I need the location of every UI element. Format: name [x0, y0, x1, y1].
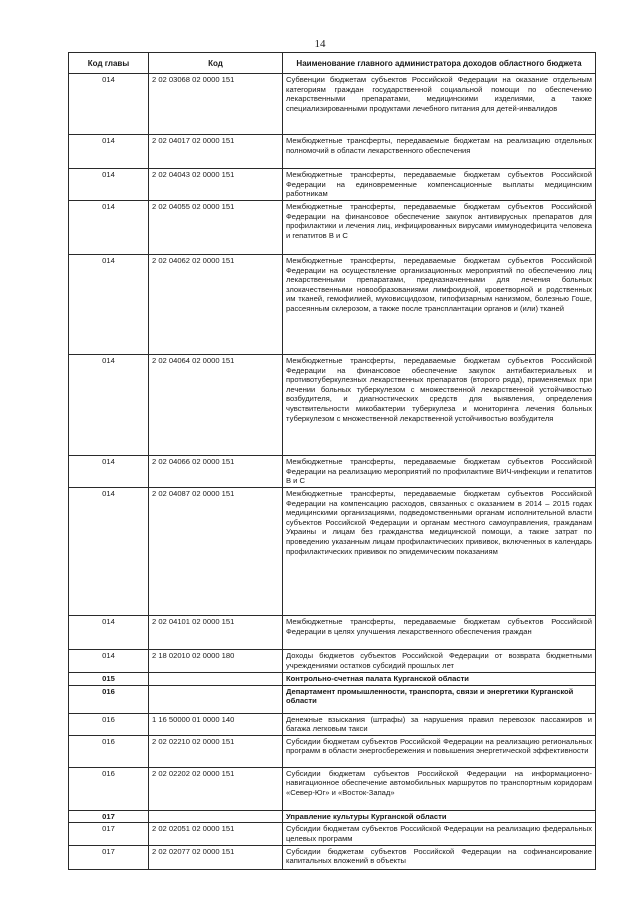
- name-cell: Межбюджетные трансферты, передаваемые бюджетам субъектов Российской Федерации на реализацию мероприятий по профилактике ВИЧ-инфекции и гепатитов В и С: [283, 456, 596, 488]
- table-row: [69, 650, 596, 673]
- table-row: [69, 74, 596, 135]
- table-row: [69, 685, 596, 713]
- name-cell: Субсидии бюджетам субъектов Российской Федерации на реализацию федеральных целевых программ: [283, 823, 596, 845]
- chapter-code-cell: 015: [69, 673, 149, 686]
- name-cell: Управление культуры Курганской области: [283, 810, 596, 823]
- table-row: [69, 456, 596, 488]
- table-row: [69, 169, 596, 201]
- name-cell: Контрольно-счетная палата Курганской области: [283, 673, 596, 686]
- code-cell: 2 18 02010 02 0000 180: [149, 650, 283, 673]
- chapter-code-cell: 014: [69, 616, 149, 650]
- chapter-code-cell: 014: [69, 169, 149, 201]
- table-row: [69, 810, 596, 823]
- name-cell: Межбюджетные трансферты, передаваемые бюджетам субъектов Российской Федерации в целях улучшения лекарственного обеспечения граждан: [283, 616, 596, 650]
- code-cell: 2 02 04064 02 0000 151: [149, 355, 283, 456]
- revenue-administrators-table: [68, 52, 596, 870]
- table-row: [69, 201, 596, 255]
- code-cell: [149, 810, 283, 823]
- code-cell: 2 02 02202 02 0000 151: [149, 767, 283, 810]
- table-row: [69, 735, 596, 767]
- code-cell: 2 02 02210 02 0000 151: [149, 735, 283, 767]
- header-chapter-code: Код главы: [69, 53, 149, 74]
- chapter-code-cell: 016: [69, 735, 149, 767]
- page-number: 14: [314, 38, 326, 50]
- table-body: [69, 74, 596, 870]
- table-row: [69, 823, 596, 845]
- code-cell: 2 02 02077 02 0000 151: [149, 845, 283, 869]
- chapter-code-cell: 014: [69, 650, 149, 673]
- chapter-code-cell: 014: [69, 201, 149, 255]
- name-cell: Субсидии бюджетам субъектов Российской Федерации на реализацию региональных программ в области энергосбережения и повышения энергетической эффективности: [283, 735, 596, 767]
- chapter-code-cell: 016: [69, 685, 149, 713]
- code-cell: 2 02 02051 02 0000 151: [149, 823, 283, 845]
- table-row: [69, 135, 596, 169]
- code-cell: 2 02 04055 02 0000 151: [149, 201, 283, 255]
- chapter-code-cell: 017: [69, 823, 149, 845]
- chapter-code-cell: 016: [69, 767, 149, 810]
- chapter-code-cell: 017: [69, 845, 149, 869]
- table-row: [69, 488, 596, 616]
- name-cell: Межбюджетные трансферты, передаваемые бюджетам субъектов Российской Федерации на осуществление организационных мероприятий по обеспечению лиц лекарственными препаратами, предназначенными для лечения больных злокачественными новообразованиями лимфоидной, кроветворной и родственных им тканей, гемофилией, муковисцидозом, гипофизарным нанизмом, болезнью Гоше, рассеянным склерозом, а также после трансплантации органов и (или) тканей: [283, 255, 596, 355]
- code-cell: 2 02 04017 02 0000 151: [149, 135, 283, 169]
- name-cell: Субсидии бюджетам субъектов Российской Федерации на информационно-навигационное обеспечение автомобильных маршрутов по транспортным коридорам «Север-Юг» и «Восток-Запад»: [283, 767, 596, 810]
- chapter-code-cell: 014: [69, 488, 149, 616]
- code-cell: [149, 685, 283, 713]
- table-header-row: [69, 53, 596, 74]
- code-cell: 2 02 04062 02 0000 151: [149, 255, 283, 355]
- name-cell: Межбюджетные трансферты, передаваемые бюджетам субъектов Российской Федерации на финансовое обеспечение закупок антибактериальных и противотуберкулезных лекарственных препаратов (второго ряда), применяемых при лечении больных туберкулезом с множественной лекарственной устойчивостью возбудителя, и диагностических средств для выявления, определения чувствительности микобактерии туберкулеза и мониторинга лечения больных туберкулезом с множественной лекарственной устойчивостью возбудителя: [283, 355, 596, 456]
- table-row: [69, 767, 596, 810]
- chapter-code-cell: 014: [69, 135, 149, 169]
- chapter-code-cell: 014: [69, 355, 149, 456]
- code-cell: 1 16 50000 01 0000 140: [149, 713, 283, 735]
- table-row: [69, 255, 596, 355]
- chapter-code-cell: 017: [69, 810, 149, 823]
- table-row: [69, 355, 596, 456]
- table-row: [69, 673, 596, 686]
- code-cell: 2 02 04087 02 0000 151: [149, 488, 283, 616]
- chapter-code-cell: 014: [69, 255, 149, 355]
- chapter-code-cell: 014: [69, 74, 149, 135]
- table-row: [69, 713, 596, 735]
- name-cell: Субсидии бюджетам субъектов Российской Федерации на софинансирование капитальных вложений в объекты: [283, 845, 596, 869]
- chapter-code-cell: 016: [69, 713, 149, 735]
- name-cell: Межбюджетные трансферты, передаваемые бюджетам субъектов Российской Федерации на компенсацию расходов, связанных с оказанием в 2014 – 2015 годах медицинскими организациями, подведомственными органам исполнительной власти субъектов Российской Федерации и органам местного самоуправления, гражданам Украины и лицам без гражданства медицинской помощи, а также затрат по проведению указанным лицам профилактических прививок, включенных в календарь профилактических прививок по эпидемическим показаниям: [283, 488, 596, 616]
- header-code: Код: [149, 53, 283, 74]
- name-cell: Доходы бюджетов субъектов Российской Федерации от возврата бюджетными учреждениями остатков субсидий прошлых лет: [283, 650, 596, 673]
- chapter-code-cell: 014: [69, 456, 149, 488]
- name-cell: Денежные взыскания (штрафы) за нарушения правил перевозок пассажиров и багажа легковым такси: [283, 713, 596, 735]
- table-row: [69, 616, 596, 650]
- header-name: Наименование главного администратора доходов областного бюджета: [283, 53, 596, 74]
- code-cell: 2 02 04066 02 0000 151: [149, 456, 283, 488]
- name-cell: Межбюджетные трансферты, передаваемые бюджетам субъектов Российской Федерации на финансовое обеспечение закупок антивирусных препаратов для профилактики и лечения лиц, инфицированных вирусами иммунодефицита человека и гепатитов В и С: [283, 201, 596, 255]
- code-cell: 2 02 04043 02 0000 151: [149, 169, 283, 201]
- name-cell: Межбюджетные трансферты, передаваемые бюджетам на реализацию отдельных полномочий в области лекарственного обеспечения: [283, 135, 596, 169]
- name-cell: Межбюджетные трансферты, передаваемые бюджетам субъектов Российской Федерации на единовременные компенсационные выплаты медицинским работникам: [283, 169, 596, 201]
- name-cell: Субвенции бюджетам субъектов Российской Федерации на оказание отдельным категориям граждан государственной социальной помощи по обеспечению лекарственными препаратами, медицинскими изделиями, а также специализированными продуктами лечебного питания для детей-инвалидов: [283, 74, 596, 135]
- code-cell: 2 02 04101 02 0000 151: [149, 616, 283, 650]
- code-cell: [149, 673, 283, 686]
- code-cell: 2 02 03068 02 0000 151: [149, 74, 283, 135]
- name-cell: Департамент промышленности, транспорта, связи и энергетики Курганской области: [283, 685, 596, 713]
- table-row: [69, 845, 596, 869]
